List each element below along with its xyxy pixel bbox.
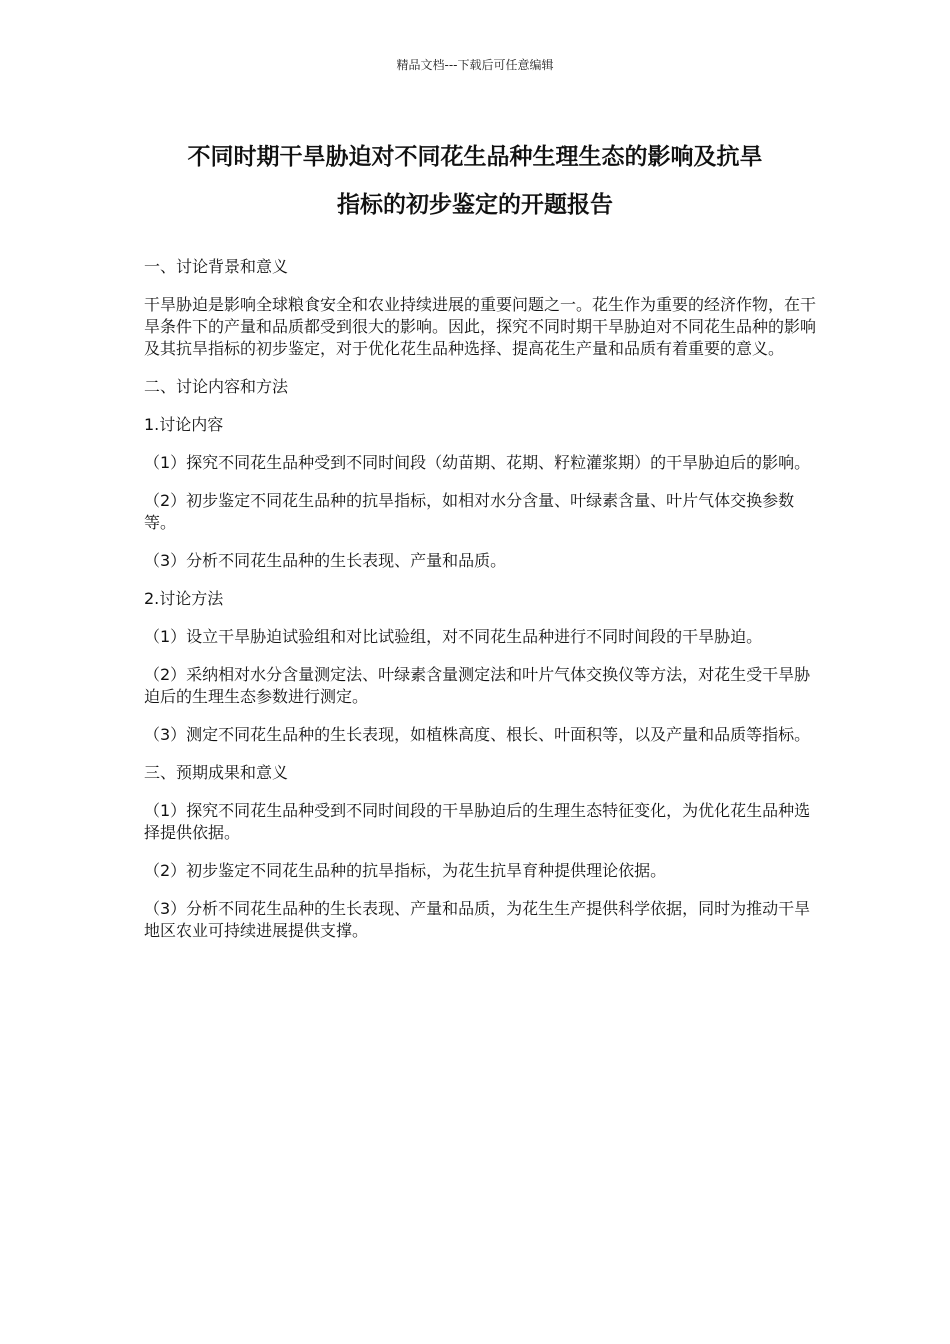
list-item-result-1: （1）探究不同花生品种受到不同时间段的干旱胁迫后的生理生态特征变化，为优化花生品种选择提供依据。 [144,801,811,842]
paragraph-background: 干旱胁迫是影响全球粮食安全和农业持续进展的重要问题之一。花生作为重要的经济作物，在干旱条件下的产量和品质都受到很大的影响。因此，探究不同时期干旱胁迫对不同花生品种的影响及其抗旱指标的初步鉴定，对于优化花生品种选择、提高花生产量和品质有着重要的意义。 [144,295,817,358]
section-heading-results: 三、预期成果和意义 [144,763,289,782]
subheading-content: 1.讨论内容 [144,415,224,434]
document-title-line-2: 指标的初步鉴定的开题报告 [337,192,613,218]
list-item-method-2: （2）采纳相对水分含量测定法、叶绿素含量测定法和叶片气体交换仪等方法，对花生受干旱胁迫后的生理生态参数进行测定。 [144,665,811,706]
document-body [144,256,816,958]
list-item-content-3: （3）分析不同花生品种的生长表现、产量和品质。 [144,551,507,570]
list-item-method-3: （3）测定不同花生品种的生长表现，如植株高度、根长、叶面积等，以及产量和品质等指标。 [144,725,811,744]
header-note: 精品文档---下载后可任意编辑 [396,58,554,72]
subheading-method: 2.讨论方法 [144,589,224,608]
list-item-result-2: （2）初步鉴定不同花生品种的抗旱指标，为花生抗旱育种提供理论依据。 [144,861,667,880]
document-title-line-1: 不同时期干旱胁迫对不同花生品种生理生态的影响及抗旱 [187,144,763,170]
section-heading-content-method: 二、讨论内容和方法 [144,377,289,396]
list-item-method-1: （1）设立干旱胁迫试验组和对比试验组，对不同花生品种进行不同时间段的干旱胁迫。 [144,627,763,646]
list-item-result-3: （3）分析不同花生品种的生长表现、产量和品质，为花生生产提供科学依据，同时为推动干旱地区农业可持续进展提供支撑。 [144,899,811,940]
list-item-content-1: （1）探究不同花生品种受到不同时间段（幼苗期、花期、籽粒灌浆期）的干旱胁迫后的影响。 [144,453,811,472]
section-heading-background: 一、讨论背景和意义 [144,257,289,276]
list-item-content-2: （2）初步鉴定不同花生品种的抗旱指标，如相对水分含量、叶绿素含量、叶片气体交换参数等。 [144,491,795,532]
